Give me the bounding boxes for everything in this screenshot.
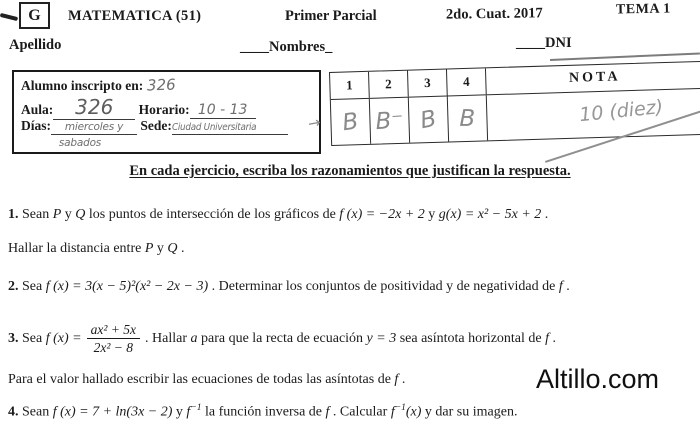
text: y bbox=[61, 207, 76, 222]
exercise-3-line-2 bbox=[8, 372, 405, 388]
inscripto-label: Alumno inscripto en: bbox=[21, 78, 144, 93]
text: Sean bbox=[18, 207, 53, 222]
inverse-exponent: −1 bbox=[190, 403, 202, 413]
grade-col-4: 4 bbox=[447, 68, 487, 95]
math-f-inverse: f bbox=[186, 404, 191, 420]
math-q: Q bbox=[167, 241, 178, 256]
grade-col-3: 3 bbox=[408, 69, 448, 96]
grade-cell-3 bbox=[409, 96, 449, 142]
exercise-2-line bbox=[8, 279, 570, 295]
text: para que la recta de ecuación bbox=[197, 331, 367, 346]
aula-underline bbox=[53, 95, 135, 120]
text: Hallar la distancia entre bbox=[8, 241, 145, 256]
math-q: Q bbox=[75, 207, 86, 222]
grade-cell-2 bbox=[370, 98, 410, 144]
fraction-denominator: 2x² − 8 bbox=[93, 340, 133, 356]
exercise-1-number: 1. bbox=[8, 207, 19, 222]
dias-value-handwritten: miercoles y bbox=[64, 121, 124, 133]
dias-underline bbox=[51, 118, 137, 135]
text: . bbox=[562, 279, 570, 294]
dni-label: ____DNI bbox=[516, 35, 572, 51]
dias-label: Días: bbox=[21, 118, 51, 133]
sede-underline bbox=[172, 118, 288, 135]
formula-g: g(x) = x² − 5x + 2 bbox=[438, 207, 542, 222]
dias-sede-row bbox=[21, 118, 288, 135]
student-info-box bbox=[12, 70, 321, 154]
inverse-exponent: −1 bbox=[394, 403, 406, 413]
fraction bbox=[87, 322, 140, 356]
term-label: 2do. Cuat. 2017 bbox=[445, 5, 543, 23]
aula-label: Aula: bbox=[21, 102, 54, 117]
grade-4-handwritten: B bbox=[459, 105, 476, 132]
aula-horario-row bbox=[21, 95, 256, 120]
handwritten-arrow-mark: → bbox=[306, 113, 323, 133]
exercise-4-number: 4. bbox=[8, 404, 19, 420]
exam-name: Primer Parcial bbox=[285, 8, 377, 24]
nombres-label: ____Nombres_ bbox=[240, 39, 333, 55]
text: . bbox=[177, 241, 185, 256]
grade-col-2: 2 bbox=[369, 71, 409, 98]
formula-f: f (x) = −2x + 2 bbox=[339, 207, 425, 222]
inscripto-row bbox=[21, 76, 175, 94]
aula-value-handwritten: 326 bbox=[75, 95, 114, 119]
fraction-numerator: ax² + 5x bbox=[87, 322, 140, 340]
instruction-line: En cada ejercicio, escriba los razonamientos que justifican la respuesta. bbox=[129, 163, 571, 179]
exercise-3-number: 3. bbox=[8, 331, 19, 346]
exercise-1-line-2 bbox=[8, 241, 185, 257]
apellido-label: Apellido bbox=[9, 37, 62, 53]
math-p: P bbox=[144, 241, 154, 256]
text: . Hallar bbox=[145, 331, 191, 346]
grade-3-handwritten: B bbox=[418, 105, 439, 134]
exam-version-box bbox=[19, 2, 50, 29]
course-title: MATEMATICA (51) bbox=[68, 8, 202, 24]
text: Para el valor hallado escribir las ecuaciones de todas las asíntotas de bbox=[8, 372, 395, 387]
text: . bbox=[541, 207, 549, 222]
pen-stroke-mark bbox=[0, 13, 18, 21]
dias-row-2 bbox=[50, 134, 110, 150]
exercise-1-line-1 bbox=[8, 207, 548, 223]
exam-version-letter: G bbox=[28, 6, 41, 24]
text: y bbox=[153, 241, 168, 256]
exercise-3-line bbox=[8, 318, 556, 360]
sede-label: Sede: bbox=[140, 118, 172, 133]
text: los puntos de intersección de los gráficos de bbox=[85, 207, 340, 222]
math-of-x: (x) bbox=[405, 404, 422, 420]
horario-label: Horario: bbox=[138, 102, 190, 117]
dias-value2-handwritten: sabados bbox=[58, 137, 102, 149]
sede-value-handwritten: Ciudad Universitaria bbox=[171, 122, 257, 133]
math-f: f bbox=[325, 404, 330, 420]
math-f: f bbox=[394, 372, 399, 387]
text: y dar su imagen. bbox=[421, 404, 518, 420]
horario-value-handwritten: 10 - 13 bbox=[197, 102, 248, 118]
grade-cell-4 bbox=[448, 95, 488, 141]
horario-underline bbox=[190, 102, 256, 119]
nota-cell bbox=[487, 89, 700, 140]
math-f-inverse: f bbox=[390, 404, 395, 420]
grade-2-handwritten: B⁻ bbox=[374, 106, 405, 135]
grade-col-1: 1 bbox=[330, 72, 370, 99]
nota-value-handwritten: 10 (diez) bbox=[578, 95, 665, 126]
math-f: f bbox=[545, 331, 550, 346]
formula-f-ln: f (x) = 7 + ln(3x − 2) bbox=[52, 404, 173, 420]
text: . Determinar los conjuntos de positividad y de negatividad de bbox=[208, 279, 559, 294]
grade-table bbox=[329, 61, 700, 146]
text: Sea bbox=[18, 331, 46, 346]
formula-f-equals: f (x) = bbox=[45, 331, 82, 346]
inscripto-value-handwritten: 326 bbox=[146, 75, 176, 95]
exercise-4-line bbox=[8, 403, 517, 421]
text: y bbox=[424, 207, 439, 222]
text: la función inversa de bbox=[201, 404, 326, 420]
grade-col-nota: NOTA bbox=[568, 69, 621, 86]
math-a: a bbox=[190, 331, 198, 346]
formula-f: f (x) = 3(x − 5)²(x² − 2x − 3) bbox=[45, 279, 209, 294]
text: . bbox=[549, 331, 557, 346]
text: Sea bbox=[18, 279, 46, 294]
grade-cell-1 bbox=[331, 99, 371, 145]
tema-label: TEMA 1 bbox=[615, 1, 671, 18]
text: y bbox=[172, 404, 187, 420]
math-p: P bbox=[52, 207, 62, 222]
text: sea asíntota horizontal de bbox=[396, 331, 546, 346]
text: . Calcular bbox=[329, 404, 391, 420]
altillo-watermark: Altillo.com bbox=[536, 364, 660, 394]
formula-y3: y = 3 bbox=[366, 331, 397, 346]
text: Sean bbox=[18, 404, 53, 420]
dni-handwritten-line bbox=[550, 52, 700, 60]
text: . bbox=[398, 372, 406, 387]
math-f: f bbox=[558, 279, 563, 294]
exercise-2-number: 2. bbox=[8, 279, 19, 294]
grade-1-handwritten: B bbox=[340, 107, 361, 136]
dias-value2-wrap bbox=[50, 134, 110, 150]
